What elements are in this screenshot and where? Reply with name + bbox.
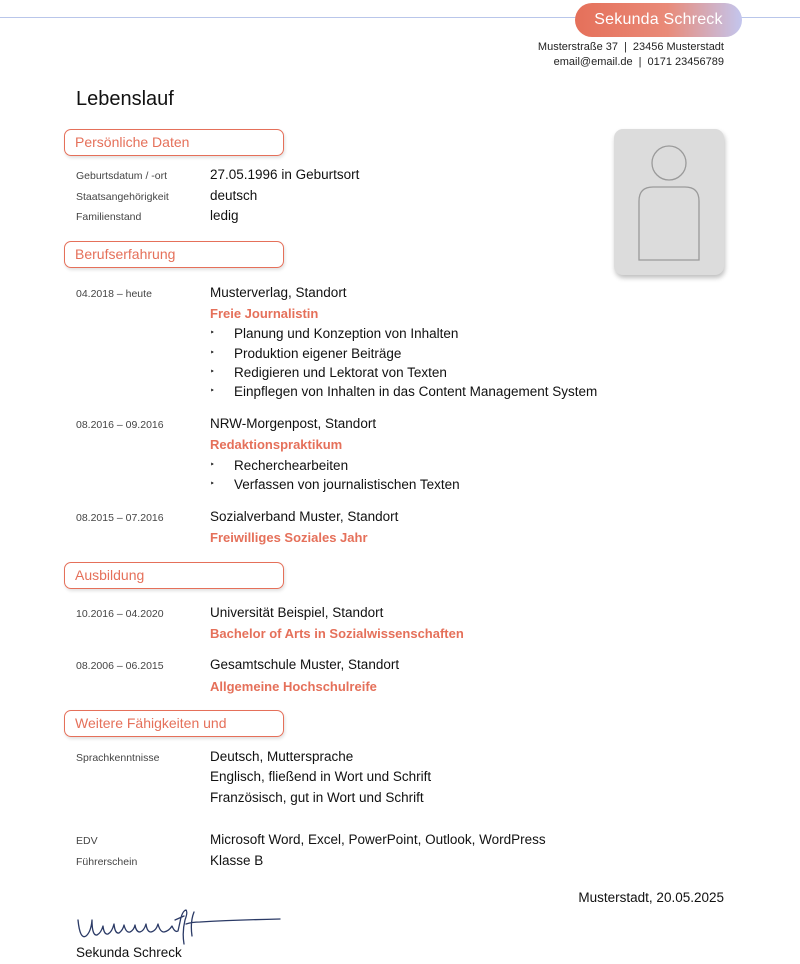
education-degree: Bachelor of Arts in Sozialwissenschaften <box>210 626 464 641</box>
task-item: ‣ Einpflegen von Inhalten in das Content Management System <box>210 384 598 399</box>
task-item: ‣ Planung und Konzeption von Inhalten <box>210 326 459 341</box>
document-title: Lebenslauf <box>76 88 174 110</box>
name-banner: Sekunda Schreck <box>575 3 742 37</box>
education-degree: Allgemeine Hochschulreife <box>210 679 377 694</box>
label-birth: Geburtsdatum / -ort <box>76 170 168 182</box>
label-marital: Familienstand <box>76 211 142 223</box>
bullet-icon: ‣ <box>210 367 215 376</box>
bullet-icon: ‣ <box>210 328 215 337</box>
education-period: 10.2016 – 04.2020 <box>76 608 164 620</box>
section-heading-skills: Weitere Fähigkeiten und <box>64 710 284 737</box>
bullet-icon: ‣ <box>210 348 215 357</box>
value-nationality: deutsch <box>210 188 258 203</box>
experience-employer: NRW-Morgenpost, Standort <box>210 416 377 431</box>
education-institution: Universität Beispiel, Standort <box>210 605 384 620</box>
place-date: Musterstadt, 20.05.2025 <box>578 890 724 905</box>
bullet-icon: ‣ <box>210 479 215 488</box>
experience-role: Freie Journalistin <box>210 306 319 321</box>
contact-separator: | <box>624 41 627 53</box>
bullet-icon: ‣ <box>210 460 215 469</box>
experience-employer: Sozialverband Muster, Standort <box>210 509 399 524</box>
label-languages: Sprachkenntnisse <box>76 752 160 764</box>
signature-name: Sekunda Schreck <box>76 945 182 960</box>
section-heading-personal: Persönliche Daten <box>64 129 284 156</box>
label-it: EDV <box>76 835 98 847</box>
language-item: Französisch, gut in Wort und Schrift <box>210 790 424 805</box>
avatar-silhouette-icon <box>614 129 724 275</box>
handwritten-signature <box>74 906 284 948</box>
email-link[interactable]: email@email.de <box>553 56 633 68</box>
language-item: Englisch, fließend in Wort und Schrift <box>210 769 432 784</box>
label-license: Führerschein <box>76 856 138 868</box>
value-marital: ledig <box>210 208 239 223</box>
section-heading-education: Ausbildung <box>64 562 284 589</box>
address-street: Musterstraße 37 <box>537 41 619 53</box>
experience-employer: Musterverlag, Standort <box>210 285 347 300</box>
experience-period: 04.2018 – heute <box>76 288 152 300</box>
value-license: Klasse B <box>210 853 264 868</box>
task-item: ‣ Redigieren und Lektorat von Texten <box>210 365 447 380</box>
contact-address <box>538 41 724 53</box>
value-birth: 27.05.1996 in Geburtsort <box>210 167 360 182</box>
experience-role: Redaktionspraktikum <box>210 437 343 452</box>
phone-number: 0171 23456789 <box>647 56 724 68</box>
education-period: 08.2006 – 06.2015 <box>76 660 164 672</box>
task-item: ‣ Recherchearbeiten <box>210 458 349 473</box>
contact-email-phone <box>554 56 724 68</box>
value-it: Microsoft Word, Excel, PowerPoint, Outlook, WordPress <box>210 832 546 847</box>
task-item: ‣ Verfassen von journalistischen Texten <box>210 477 460 492</box>
experience-period: 08.2015 – 07.2016 <box>76 512 164 524</box>
profile-photo-placeholder <box>614 129 724 275</box>
address-city: 23456 Musterstadt <box>632 41 724 53</box>
language-item: Deutsch, Muttersprache <box>210 749 354 764</box>
bullet-icon: ‣ <box>210 386 215 395</box>
task-item: ‣ Produktion eigener Beiträge <box>210 346 402 361</box>
contact-separator: | <box>638 56 642 68</box>
experience-period: 08.2016 – 09.2016 <box>76 419 164 431</box>
experience-role: Freiwilliges Soziales Jahr <box>210 530 368 545</box>
section-heading-experience: Berufserfahrung <box>64 241 284 268</box>
label-nationality: Staatsangehörigkeit <box>76 191 169 203</box>
education-institution: Gesamtschule Muster, Standort <box>210 657 400 672</box>
